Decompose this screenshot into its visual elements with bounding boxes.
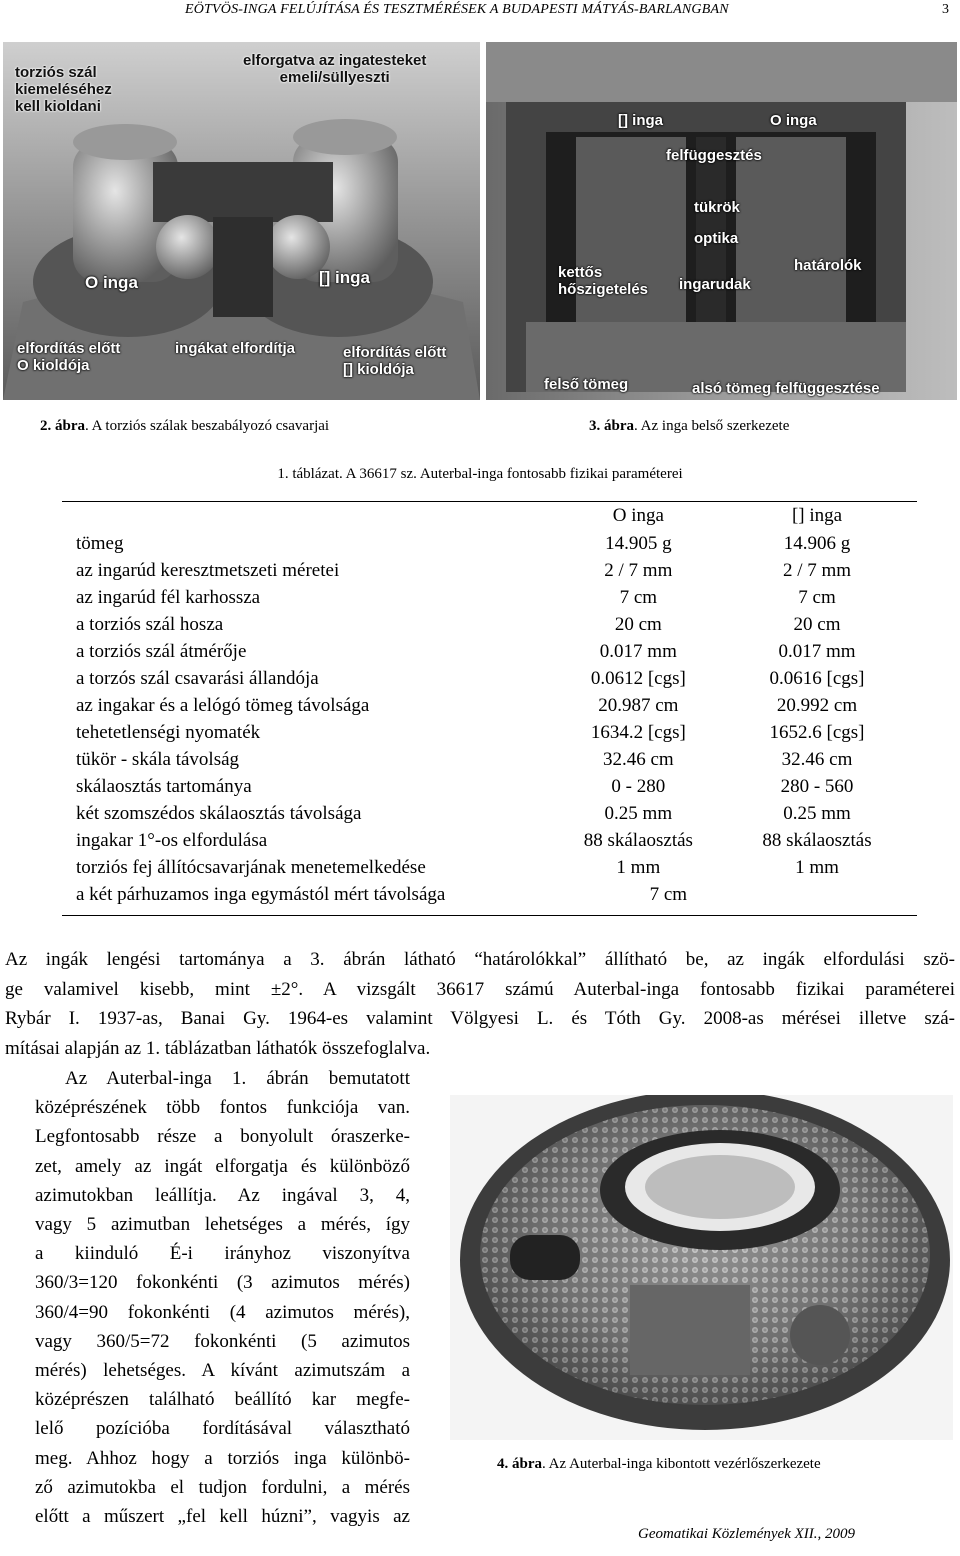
- table-bottom-rule: [62, 915, 917, 916]
- row-value-box: 88 skálaosztás: [762, 830, 872, 851]
- row-value-box: 0.25 mm: [783, 803, 851, 824]
- row-label: tömeg: [76, 533, 124, 554]
- paragraph-line: ge valamivel kisebb, mint ±2°. A vizsgált 36617 számú Auterbal-inga fontosabb fizikai paraméterei: [5, 978, 955, 1000]
- label-pendulum-rods: ingarudak: [679, 276, 751, 293]
- figure-3-caption-text: . Az inga belső szerkezete: [634, 418, 790, 434]
- figure-4-caption: [497, 1456, 821, 1473]
- table-header-o-inga: O inga: [612, 504, 664, 526]
- figure-4-caption-text: . Az Auterbal-inga kibontott vezérlőszerkezete: [542, 1456, 821, 1472]
- figure-2-photo: [3, 42, 480, 400]
- row-label: skálaosztás tartománya: [76, 776, 252, 797]
- table-row: [62, 611, 917, 638]
- paragraph-line: Az Auterbal-inga 1. ábrán bemutatott: [65, 1068, 410, 1089]
- label-upper-mass: felső tömeg: [544, 376, 629, 393]
- paragraph-line: 360/4=90 fokonkénti (4 azimutos mérés),: [35, 1301, 410, 1323]
- table-row: [62, 719, 917, 746]
- figure-3-caption-number: 3. ábra: [589, 418, 634, 434]
- paragraph-line: meg. Ahhoz hogy a torziós inga különbö-: [35, 1447, 410, 1469]
- label-box-inga-3: [] inga: [618, 112, 663, 129]
- label-o-inga: O inga: [85, 273, 138, 292]
- row-label: torziós fej állítócsavarjának menetemelkedése: [76, 857, 426, 878]
- parameters-table: [62, 500, 917, 908]
- row-value-box: 280 - 560: [780, 776, 854, 797]
- row-value-box: 0.0616 [cgs]: [769, 668, 865, 689]
- paragraph-line: középrészen található beállító kar megfe-: [35, 1389, 410, 1411]
- row-value-box: 7 cm: [798, 587, 836, 608]
- label-box-inga: [] inga: [319, 268, 370, 287]
- row-label: a két párhuzamos inga egymástól mért távolsága: [76, 884, 446, 905]
- page-number: 3: [942, 2, 949, 17]
- running-head-title: EÖTVÖS-INGA FELÚJÍTÁSA ÉS TESZTMÉRÉSEK A BUDAPESTI MÁTYÁS-BARLANGBAN: [185, 2, 729, 17]
- label-lower-mass-suspension: alsó tömeg felfüggesztése: [692, 380, 880, 397]
- paragraph-line: mérés) lehetséges. A kívánt azimutszám a: [35, 1360, 410, 1382]
- row-value-o: 32.46 cm: [602, 749, 674, 770]
- label-rotate-note: elforgatva az ingatesteket emeli/süllyeszti: [243, 52, 427, 86]
- running-head: [0, 0, 960, 30]
- table-row: [62, 638, 917, 665]
- paragraph-line: a kiinduló É-i irányhoz viszonyítva: [35, 1243, 410, 1265]
- row-label: az ingakar és a lelógó tömeg távolsága: [76, 695, 370, 716]
- table-row: [62, 827, 917, 854]
- table-header-row: [62, 500, 917, 530]
- paragraph-line: mításai alapján az 1. táblázatban láthatók összefoglalva.: [5, 1037, 431, 1059]
- paragraph-line: azimutokban leállítja. Az ingával 3, 4,: [35, 1184, 410, 1206]
- paragraph-line: vagy 5 azimutban lehetséges a mérés, így: [35, 1214, 410, 1236]
- row-value-o: 7 cm: [619, 587, 658, 608]
- row-value-box: 32.46 cm: [781, 749, 853, 770]
- row-label: az ingarúd keresztmetszeti méretei: [76, 560, 340, 581]
- paragraph-line: Legfontosabb része a bonyolult óraszerke-: [35, 1126, 410, 1148]
- table-row: [62, 692, 917, 719]
- body-paragraph-1: [5, 945, 955, 1063]
- table-row-last: [62, 881, 917, 908]
- figure-3-photo: [486, 42, 957, 400]
- row-label: két szomszédos skálaosztás távolsága: [76, 803, 362, 824]
- label-o-inga-3: O inga: [770, 112, 817, 129]
- row-value-box: 1652.6 [cgs]: [769, 722, 865, 743]
- label-pendulum-rotation: ingákat elfordítja: [175, 340, 296, 357]
- table-row: [62, 665, 917, 692]
- table-row: [62, 800, 917, 827]
- row-label: a torziós szál átmérője: [76, 641, 247, 662]
- body-paragraph-2: [5, 1064, 410, 1531]
- table-row: [62, 746, 917, 773]
- footer-journal: Geomatikai Közlemények XII., 2009: [638, 1526, 856, 1542]
- label-o-release: elfordítás előtt O kioldója: [17, 340, 121, 374]
- row-value-box: 20 cm: [793, 614, 841, 635]
- figure-2-caption: [40, 418, 329, 435]
- label-double-insulation: kettős hőszigetelés: [558, 264, 649, 298]
- row-label: a torzós szál csavarási állandója: [76, 668, 319, 689]
- table-header-empty: [62, 500, 560, 530]
- row-value-box: 14.906 g: [783, 533, 851, 554]
- paragraph-line: vagy 360/5=72 fokonkénti (5 azimutos: [35, 1330, 410, 1352]
- table-header-box-inga: [] inga: [791, 504, 843, 526]
- figure-2-caption-number: 2. ábra: [40, 418, 85, 434]
- row-value-o: 2 / 7 mm: [604, 560, 673, 581]
- figure-4-photo: [450, 1095, 953, 1440]
- paragraph-line: Az ingák lengési tartománya a 3. ábrán látható “határolókkal” állítható be, az ingák elfordulási szö-: [5, 949, 955, 970]
- label-limiters: határolók: [794, 257, 862, 274]
- row-value-o: 0.25 mm: [604, 803, 673, 824]
- paragraph-line: lelő pozícióba fordításával választható: [35, 1418, 410, 1440]
- row-value-o: 1 mm: [616, 857, 661, 878]
- row-label: tehetetlenségi nyomaték: [76, 722, 261, 743]
- figure-3-caption: [589, 418, 789, 435]
- table-row: [62, 854, 917, 881]
- table-row: [62, 530, 917, 557]
- paragraph-line: zet, amely az ingát elforgatja és különböző: [35, 1155, 410, 1177]
- row-value-box: 0.017 mm: [778, 641, 856, 662]
- label-torsion-note: torziós szál kiemeléséhez kell kioldani: [15, 64, 112, 115]
- table-body: [62, 530, 917, 908]
- row-value-o: 88 skálaosztás: [583, 830, 693, 851]
- paragraph-line: előtt a műszert „fel kell húzni”, vagyis az: [35, 1506, 410, 1528]
- paragraph-line: Rybár I. 1937-as, Banai Gy. 1964-es valamint Völgyesi L. és Tóth Gy. 2008-as mérései illetve szá-: [5, 1008, 955, 1029]
- label-mirrors: tükrök: [694, 199, 740, 216]
- label-box-release: elfordítás előtt [] kioldója: [343, 344, 447, 378]
- row-label: tükör - skála távolság: [76, 749, 240, 770]
- row-value-box: 2 / 7 mm: [782, 560, 852, 581]
- row-value-o: 20.987 cm: [598, 695, 679, 716]
- row-value-o: 0.0612 [cgs]: [590, 668, 686, 689]
- row-value-o: 14.905 g: [605, 533, 672, 554]
- table-row: [62, 773, 917, 800]
- row-value-o: 0.017 mm: [599, 641, 677, 662]
- row-value-o: 1634.2 [cgs]: [590, 722, 686, 743]
- row-label: az ingarúd fél karhossza: [76, 587, 261, 608]
- table-caption: 1. táblázat. A 36617 sz. Auterbal-inga fontosabb fizikai paraméterei: [277, 466, 683, 482]
- row-label: ingakar 1°-os elfordulása: [76, 830, 268, 851]
- row-value-o: 0 - 280: [611, 776, 666, 797]
- row-value-o: 20 cm: [614, 614, 662, 635]
- table-row: [62, 557, 917, 584]
- figure-4-caption-number: 4. ábra: [497, 1456, 542, 1472]
- row-value-shared: 7 cm: [649, 884, 688, 905]
- row-label: a torziós szál hosza: [76, 614, 224, 635]
- label-suspension: felfüggesztés: [666, 147, 762, 164]
- label-optics: optika: [694, 230, 739, 247]
- row-value-box: 1 mm: [795, 857, 839, 878]
- paragraph-line: ző azimutokba el tudjon fordulni, a mérés: [35, 1476, 410, 1498]
- paragraph-line: középrészének több fontos funkciója van.: [35, 1097, 410, 1119]
- table-row: [62, 584, 917, 611]
- figure-2-caption-text: . A torziós szálak beszabályozó csavarjai: [85, 418, 330, 434]
- row-value-box: 20.992 cm: [776, 695, 858, 716]
- paragraph-line: 360/3=120 fokonkénti (3 azimutos mérés): [35, 1272, 410, 1294]
